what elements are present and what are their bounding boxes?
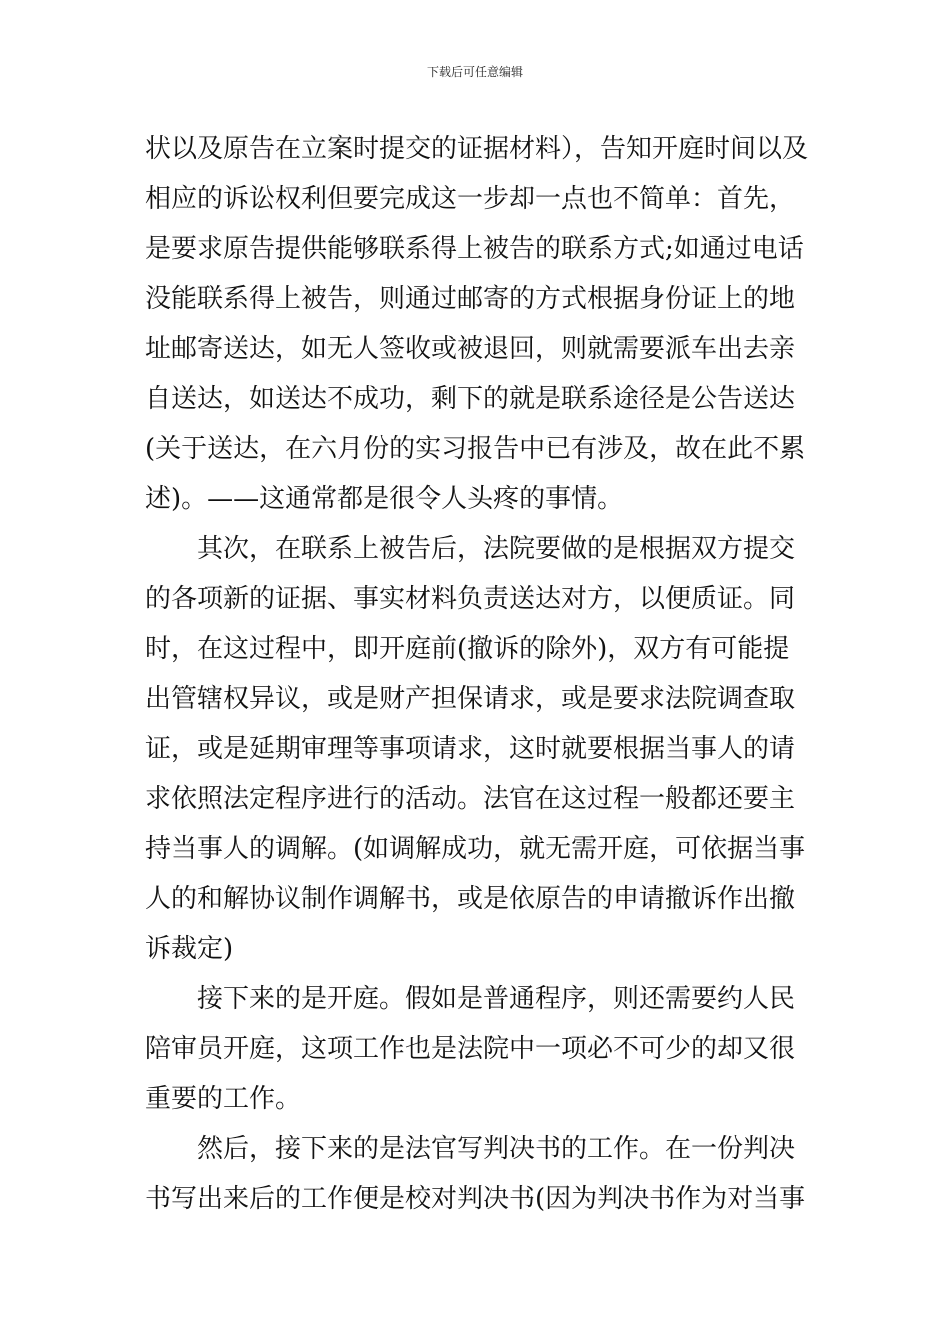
- text-line: 人的和解协议制作调解书，或是依原告的申请撤诉作出撤: [145, 884, 796, 914]
- text-line: 持当事人的调解。(如调解成功，就无需开庭，可依据当事: [145, 834, 806, 864]
- text-line: 时，在这过程中，即开庭前(撤诉的除外)，双方有可能提: [145, 634, 790, 664]
- text-line: 求依照法定程序进行的活动。法官在这过程一般都还要主: [145, 784, 796, 814]
- text-line: 述)。——这通常都是很令人头疼的事情。: [145, 484, 624, 514]
- text-line: 接下来的是开庭。假如是普通程序，则还需要约人民: [145, 984, 796, 1014]
- text-line: 状以及原告在立案时提交的证据材料），告知开庭时间以及: [145, 134, 809, 164]
- text-line: 址邮寄送达，如无人签收或被退回，则就需要派车出去亲: [145, 334, 796, 364]
- page-header: 下载后可任意编辑: [426, 65, 523, 79]
- text-line: 诉裁定): [145, 934, 234, 964]
- text-line: 其次，在联系上被告后，法院要做的是根据双方提交: [145, 534, 796, 564]
- text-line: 自送达，如送达不成功，剩下的就是联系途径是公告送达: [145, 384, 796, 414]
- text-line: (关于送达，在六月份的实习报告中已有涉及，故在此不累: [145, 434, 806, 464]
- text-line: 证，或是延期审理等事项请求，这时就要根据当事人的请: [145, 734, 796, 764]
- document-body: [145, 124, 810, 1224]
- text-line: 书写出来后的工作便是校对判决书(因为判决书作为对当事: [145, 1184, 806, 1214]
- text-line: 陪审员开庭，这项工作也是法院中一项必不可少的却又很: [145, 1034, 796, 1064]
- text-line: 是要求原告提供能够联系得上被告的联系方式;如通过电话: [145, 234, 804, 264]
- text-line: 相应的诉讼权利但要完成这一步却一点也不简单：首先，: [145, 184, 796, 214]
- text-line: 没能联系得上被告，则通过邮寄的方式根据身份证上的地: [145, 284, 796, 314]
- text-line: 出管辖权异议，或是财产担保请求，或是要求法院调查取: [145, 684, 796, 714]
- text-line: 重要的工作。: [145, 1084, 302, 1114]
- text-line: 然后，接下来的是法官写判决书的工作。在一份判决: [145, 1134, 796, 1164]
- text-line: 的各项新的证据、事实材料负责送达对方，以便质证。同: [145, 584, 796, 614]
